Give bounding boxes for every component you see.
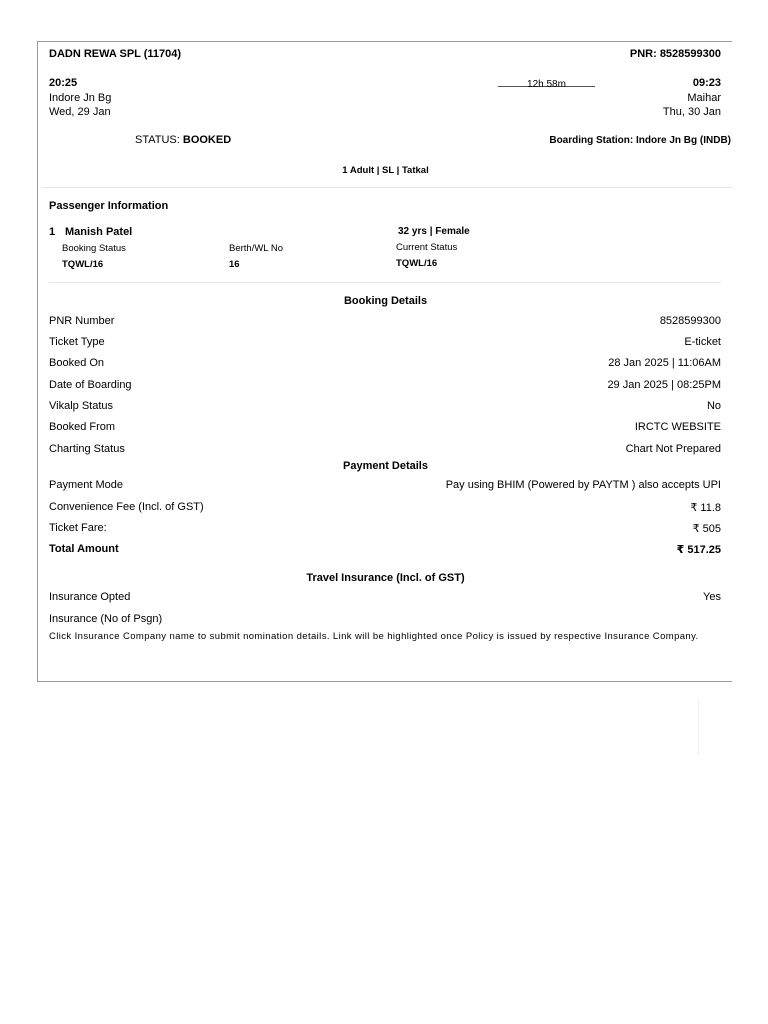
section-title-passenger: Passenger Information (49, 200, 169, 212)
total-amount-value: ₹ 517.25 (676, 544, 721, 556)
insurance-opted-value: Yes (703, 591, 721, 603)
status-value: BOOKED (182, 134, 232, 146)
passenger-age-gender: 32 yrs | Female (398, 226, 470, 237)
insurance-psgn-label: Insurance (No of Psgn) (49, 613, 163, 625)
pnr-number-label: PNR Number (49, 315, 115, 327)
booked-from-label: Booked From (49, 421, 116, 433)
ticket-type-label: Ticket Type (49, 336, 105, 348)
boarding-date-value: 29 Jan 2025 | 08:25PM (607, 379, 721, 391)
berth-label: Berth/WL No (229, 243, 284, 254)
boarding-station: Boarding Station: Indore Jn Bg (INDB) (549, 135, 731, 146)
section-title-insurance: Travel Insurance (Incl. of GST) (306, 572, 465, 584)
section-title-payment: Payment Details (343, 460, 428, 472)
berth-value: 16 (229, 259, 240, 270)
convenience-fee-value: ₹ 11.8 (690, 502, 721, 514)
departure-time: 20:25 (49, 77, 78, 89)
current-status-value: TQWL/16 (396, 258, 438, 269)
booked-on-label: Booked On (49, 357, 105, 369)
ticket-fare-label: Ticket Fare: (49, 522, 107, 534)
divider (49, 282, 721, 283)
passenger-name: Manish Patel (65, 226, 133, 238)
booking-status-value: TQWL/16 (62, 259, 104, 270)
total-amount-label: Total Amount (49, 543, 119, 555)
booked-on-value: 28 Jan 2025 | 11:06AM (608, 357, 721, 369)
arrival-station: Maihar (687, 92, 721, 104)
insurance-opted-label: Insurance Opted (49, 591, 131, 603)
payment-mode-value: Pay using BHIM (Powered by PAYTM ) also accepts UPI (445, 479, 721, 491)
divider (42, 187, 732, 188)
departure-station: Indore Jn Bg (49, 92, 112, 104)
vikalp-status-value: No (706, 400, 721, 412)
ticket-fare-value: ₹ 505 (692, 523, 721, 535)
departure-date: Wed, 29 Jan (49, 106, 111, 118)
vikalp-status-label: Vikalp Status (49, 400, 114, 412)
journey-duration: 12h 58m (527, 79, 566, 90)
pnr-number-value: 8528599300 (659, 315, 721, 327)
status-label: STATUS: (135, 134, 183, 146)
convenience-fee-label: Convenience Fee (Incl. of GST) (49, 501, 204, 513)
arrival-date: Thu, 30 Jan (662, 106, 721, 118)
booking-status-label: Booking Status (62, 243, 126, 254)
insurance-note: Click Insurance Company name to submit nomination details. Link will be highlighted once Policy is issued by respective Insurance Company. (49, 631, 699, 642)
booked-from-value: IRCTC WEBSITE (634, 421, 721, 433)
arrival-time: 09:23 (692, 77, 721, 89)
passenger-index: 1 (49, 226, 56, 238)
faint-divider (698, 700, 699, 755)
train-name: DADN REWA SPL (11704) (49, 48, 182, 60)
ticket-type-value: E-ticket (684, 336, 721, 348)
current-status-label: Current Status (396, 242, 458, 253)
ticket-summary: 1 Adult | SL | Tatkal (342, 165, 429, 176)
section-title-booking: Booking Details (343, 295, 428, 307)
pnr-header: PNR: 8528599300 (629, 48, 721, 60)
payment-mode-label: Payment Mode (49, 479, 123, 491)
charting-status-label: Charting Status (49, 443, 125, 455)
ticket-card (37, 41, 732, 682)
boarding-date-label: Date of Boarding (49, 379, 132, 391)
booking-status-line (135, 134, 231, 146)
charting-status-value: Chart Not Prepared (625, 443, 721, 455)
